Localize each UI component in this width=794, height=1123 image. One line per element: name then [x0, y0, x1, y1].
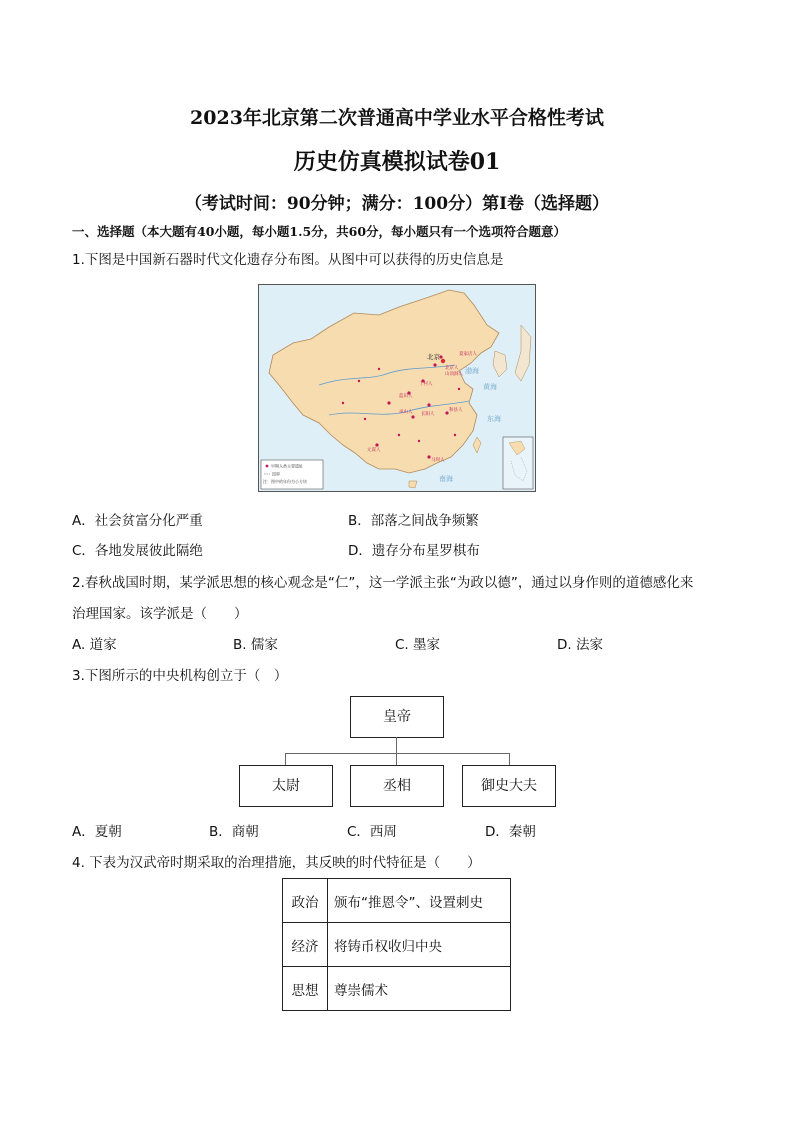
- neolithic-map: [258, 284, 536, 492]
- org-node-emperor: 皇帝: [350, 696, 444, 738]
- city-label: 夏家店人: [459, 352, 477, 357]
- city-label: 巫山人: [399, 410, 413, 415]
- sea-label: 渤海: [465, 367, 479, 375]
- sea-label: 黄海: [483, 383, 497, 391]
- exam-title: 2023年北京第二次普通高中学业水平合格性考试: [190, 107, 604, 129]
- q2-option-b[interactable]: B. 儒家: [233, 637, 278, 653]
- table-row: [283, 879, 511, 923]
- q3-option-c[interactable]: C．西周: [347, 824, 397, 840]
- sea-label: 东海: [487, 415, 501, 423]
- table-category-cell: 经济: [283, 923, 328, 967]
- legend-label: 早期人类主要遗址: [271, 463, 303, 469]
- table-row: [283, 967, 511, 1011]
- measures-table: [282, 878, 511, 1011]
- table-measure-cell: 尊崇儒术: [328, 967, 511, 1011]
- city-label: 元谋人: [367, 448, 381, 453]
- paper-title: 历史仿真模拟试卷01: [293, 149, 501, 175]
- legend-label: 国界: [272, 471, 280, 477]
- table-row: [283, 923, 511, 967]
- q1-option-c[interactable]: C．各地发展彼此隔绝: [72, 543, 203, 559]
- q1-option-a[interactable]: A．社会贫富分化严重: [72, 513, 203, 529]
- org-node-taiwei: 太尉: [239, 765, 333, 807]
- q2-option-c[interactable]: C. 墨家: [395, 637, 441, 653]
- city-label: 蓝田人: [399, 394, 413, 399]
- city-label: 和县人: [449, 408, 463, 413]
- question-1-stem: 1.下图是中国新石器时代文化遗存分布图。从图中可以获得的历史信息是: [72, 252, 504, 268]
- q3-option-d[interactable]: D．秦朝: [485, 824, 536, 840]
- org-connector: [285, 753, 286, 765]
- q3-option-b[interactable]: B．商朝: [209, 824, 259, 840]
- map-graphic: [259, 285, 535, 491]
- q2-option-a[interactable]: A. 道家: [72, 637, 117, 653]
- q1-option-b[interactable]: B．部落之间战争频繁: [348, 513, 479, 529]
- org-connector: [285, 753, 510, 754]
- table-category-cell: 政治: [283, 879, 328, 923]
- legend-label: 注：图中的年份为小方块: [263, 479, 307, 484]
- org-connector: [396, 753, 397, 765]
- city-label: 山顶洞人: [445, 372, 463, 377]
- q3-option-a[interactable]: A．夏朝: [72, 824, 122, 840]
- city-label: 马坝人: [431, 458, 445, 463]
- question-4-stem: 4. 下表为汉武帝时期采取的治理措施，其反映的时代特征是（ ）: [72, 855, 481, 871]
- section-heading: 一、选择题（本大题有40小题，每小题1.5分，共60分，每小题只有一个选项符合题意）: [72, 224, 567, 239]
- q1-option-d[interactable]: D．遗存分布星罗棋布: [348, 543, 480, 559]
- question-2-stem-line2: 治理国家。该学派是（ ）: [72, 606, 248, 622]
- sea-label: 南海: [439, 475, 453, 483]
- org-connector: [396, 737, 397, 753]
- beijing-marker: [441, 359, 445, 363]
- org-node-censor: 御史大夫: [462, 765, 556, 807]
- exam-info: （考试时间：90分钟；满分：100分）第Ⅰ卷（选择题）: [184, 194, 610, 214]
- table-category-cell: 思想: [283, 967, 328, 1011]
- table-measure-cell: 颁布“推恩令”、设置刺史: [328, 879, 511, 923]
- question-3-stem: 3.下图所示的中央机构创立于（ ）: [72, 668, 288, 684]
- org-node-chancellor: 丞相: [350, 765, 444, 807]
- beijing-label: 北京: [427, 353, 440, 361]
- table-measure-cell: 将铸币权收归中央: [328, 923, 511, 967]
- city-label: 丁村人: [419, 382, 433, 387]
- org-connector: [509, 753, 510, 765]
- city-label: 北京人: [445, 366, 459, 371]
- question-2-stem-line1: 2.春秋战国时期，某学派思想的核心观念是“仁”，这一学派主张“为政以德”，通过以身作则的道德感化来: [72, 575, 694, 591]
- q2-option-d[interactable]: D. 法家: [557, 637, 603, 653]
- city-label: 长阳人: [421, 412, 435, 417]
